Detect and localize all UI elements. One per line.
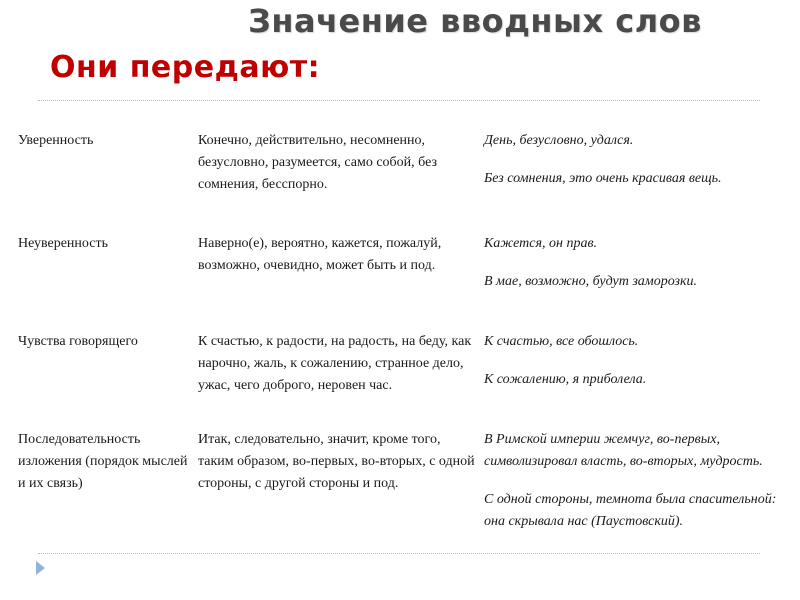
category-cell: Неуверенность bbox=[18, 236, 108, 251]
example-text: В мае, возможно, будут заморозки. bbox=[484, 274, 698, 289]
example-text: В Римской империи жемчуг, во-первых, символизировал власть, во-вторых, мудрость. bbox=[484, 432, 763, 469]
example-text: К счастью, все обошлось. bbox=[484, 334, 639, 349]
examples-cell bbox=[484, 130, 778, 233]
slide-subtitle: Они передают: bbox=[50, 50, 321, 85]
example-text: Кажется, он прав. bbox=[484, 236, 598, 251]
top-divider bbox=[38, 100, 760, 101]
words-cell: Наверно(е), вероятно, кажется, пожалуй, возможно, очевидно, может быть и под. bbox=[198, 236, 442, 273]
examples-cell bbox=[484, 331, 778, 429]
table-row bbox=[18, 331, 778, 429]
bottom-divider bbox=[38, 553, 760, 554]
examples-cell bbox=[484, 429, 778, 589]
words-cell: Конечно, действительно, несомненно, безусловно, разумеется, само собой, без сомнения, бесспорно. bbox=[198, 133, 437, 192]
slide-title: Значение вводных слов bbox=[248, 2, 702, 40]
category-cell: Уверенность bbox=[18, 133, 94, 148]
example-text: День, безусловно, удался. bbox=[484, 133, 634, 148]
words-cell: Итак, следовательно, значит, кроме того, таким образом, во-первых, во-вторых, с одной стороны, с другой стороны и под. bbox=[198, 432, 475, 491]
triangle-right-icon[interactable] bbox=[36, 561, 45, 575]
example-text: С одной стороны, темнота была спасительной: она скрывала нас (Паустовский). bbox=[484, 492, 777, 529]
category-cell: Последовательность изложения (порядок мыслей и их связь) bbox=[18, 432, 188, 491]
words-cell: К счастью, к радости, на радость, на беду, как нарочно, жаль, к сожалению, странное дело, ужас, чего доброго, неровен час. bbox=[198, 334, 472, 393]
examples-cell bbox=[484, 233, 778, 331]
table-row bbox=[18, 130, 778, 233]
table-row bbox=[18, 429, 778, 589]
intro-words-table bbox=[18, 130, 778, 589]
example-text: Без сомнения, это очень красивая вещь. bbox=[484, 171, 722, 186]
example-text: К сожалению, я приболела. bbox=[484, 372, 647, 387]
category-cell: Чувства говорящего bbox=[18, 334, 138, 349]
table-row bbox=[18, 233, 778, 331]
